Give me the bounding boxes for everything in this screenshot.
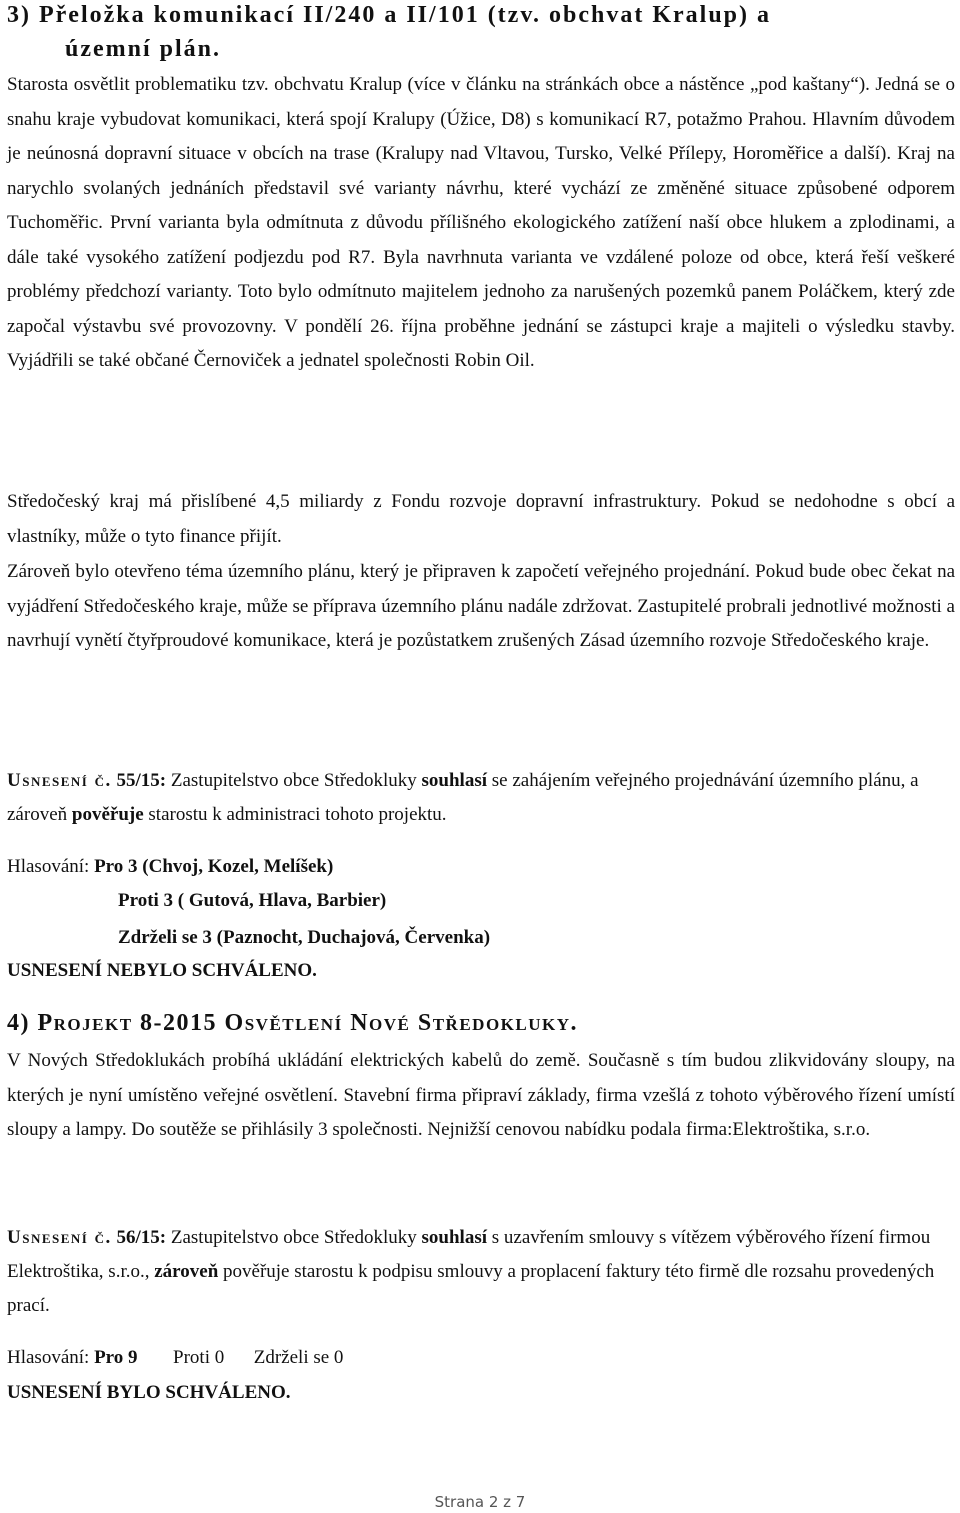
resolution-verb-authorizes: pověřuje — [71, 804, 144, 825]
vote-label: Hlasování: — [7, 856, 90, 877]
resolution-text-c: starostu k administraci tohoto projektu. — [148, 804, 447, 825]
resolution-number: 55/15: — [116, 770, 167, 791]
vote-56-result: USNESENÍ BYLO SCHVÁLENO. — [7, 1382, 291, 1403]
section-4-paragraph: V Nových Středoklukách probíhá ukládání elektrických kabelů do země. Současně s tím budou zlikvidovány sloupy, na kterých je nyní umístěno veřejné osvětlení. Stavební firma připraví základy, firma vzešlá z tohoto výběrového řízení umístí sloupy a lampy. Do soutěže se přihlásily 3 společnosti. Nejnižší cenovou nabídku podala firma:Elektroštika, s.r.o. — [7, 1050, 955, 1140]
resolution-verb-agrees: souhlasí — [421, 770, 487, 791]
resolution-text-b: se zahájením veřejného projednávání územního plánu, a zároveň — [7, 770, 919, 825]
resolution-label: Usnesení č. — [7, 770, 112, 791]
resolution-number: 56/15: — [116, 1227, 167, 1248]
vote-for: Pro 3 (Chvoj, Kozel, Melíšek) — [94, 856, 334, 877]
section-3-heading-line2: územní plán. — [65, 36, 222, 62]
vote-55-abstain: Zdrželi se 3 (Paznocht, Duchajová, Červenka) — [118, 927, 491, 948]
page-number: Strana 2 z 7 — [434, 1493, 526, 1511]
resolution-text-a: Zastupitelstvo obce Středokluky — [170, 1227, 417, 1248]
resolution-verb-also: zároveň — [154, 1261, 219, 1282]
vote-55-for-line — [7, 850, 333, 884]
resolution-56 — [7, 1221, 955, 1323]
vote-56-line — [7, 1341, 343, 1375]
resolution-text-a: Zastupitelstvo obce Středokluky — [170, 770, 417, 791]
section-4-heading: 4) Projekt 8-2015 Osvětlení Nové Středokluky. — [7, 1010, 579, 1036]
resolution-verb-agrees: souhlasí — [421, 1227, 487, 1248]
resolution-55 — [7, 764, 955, 832]
section-3-paragraph-1: Starosta osvětlit problematiku tzv. obchvatu Kralup (více v článku na stránkách obce a nástěnce „pod kaštany“). Jedná se o snahu kraje vybudovat komunikaci, která spojí Kralupy (Úžice, D8) s komunikací R7, potažmo Prahou. Hlavním důvodem je neúnosná dopravní situace v obcích na trase (Kralupy nad Vltavou, Tursko, Velké Přílepy, Horoměřice a další). Kraj na narychlo svolaných jednáních představil své varianty návrhu, které vychází ze změněné situace způsobené odporem Tuchoměřic. První varianta byla odmítnuta z důvodu přílišného ekologického zatížení naší obce hlukem a zplodinami, a dále také vysokého zatížení podjezdu pod R7. Byla navrhnuta varianta ve vzdálené poloze od obce, která řeší veškeré problémy předchozí varianty. Toto bylo odmítnuto majitelem jednoho za narušených pozemků panem Poláčkem, který zde započal výstavbu své provozovny. V pondělí 26. října proběhne jednání se zástupci kraje a majiteli o výsledku stavby. Vyjádřili se také občané Černoviček a jednatel společnosti Robin Oil. — [7, 74, 955, 371]
vote-55-against: Proti 3 ( Gutová, Hlava, Barbier) — [118, 890, 387, 911]
section-3-heading-line1: 3) Přeložka komunikací II/240 a II/101 (tzv. obchvat Kralup) a — [7, 2, 772, 28]
vote-against: Proti 0 — [173, 1347, 225, 1368]
resolution-label: Usnesení č. — [7, 1227, 112, 1248]
resolution-text-c: pověřuje starostu k podpisu smlouvy a proplacení faktury této firmě dle rozsahu provedených prací. — [7, 1261, 935, 1316]
vote-abstain: Zdrželi se 0 — [253, 1347, 344, 1368]
section-3-paragraph-3: Zároveň bylo otevřeno téma územního plánu, který je připraven k započetí veřejného projednání. Pokud bude obec čekat na vyjádření Středočeského kraje, může se příprava územního plánu nadále zdržovat. Zastupitelé probrali jednotlivé možnosti a navrhují vynětí čtyřproudové komunikace, která je pozůstatkem zrušených Zásad územního rozvoje Středočeského kraje. — [7, 561, 955, 651]
vote-55-result: USNESENÍ NEBYLO SCHVÁLENO. — [7, 960, 317, 981]
vote-label: Hlasování: — [7, 1347, 90, 1368]
vote-for: Pro 9 — [94, 1347, 138, 1368]
resolution-text-b: s uzavřením smlouvy s vítězem výběrového řízení firmou Elektroštika, s.r.o., — [7, 1227, 931, 1282]
section-3-paragraph-2: Středočeský kraj má přislíbené 4,5 miliardy z Fondu rozvoje dopravní infrastruktury. Pokud se nedohodne s obcí a vlastníky, může o tyto finance přijít. — [7, 491, 955, 547]
